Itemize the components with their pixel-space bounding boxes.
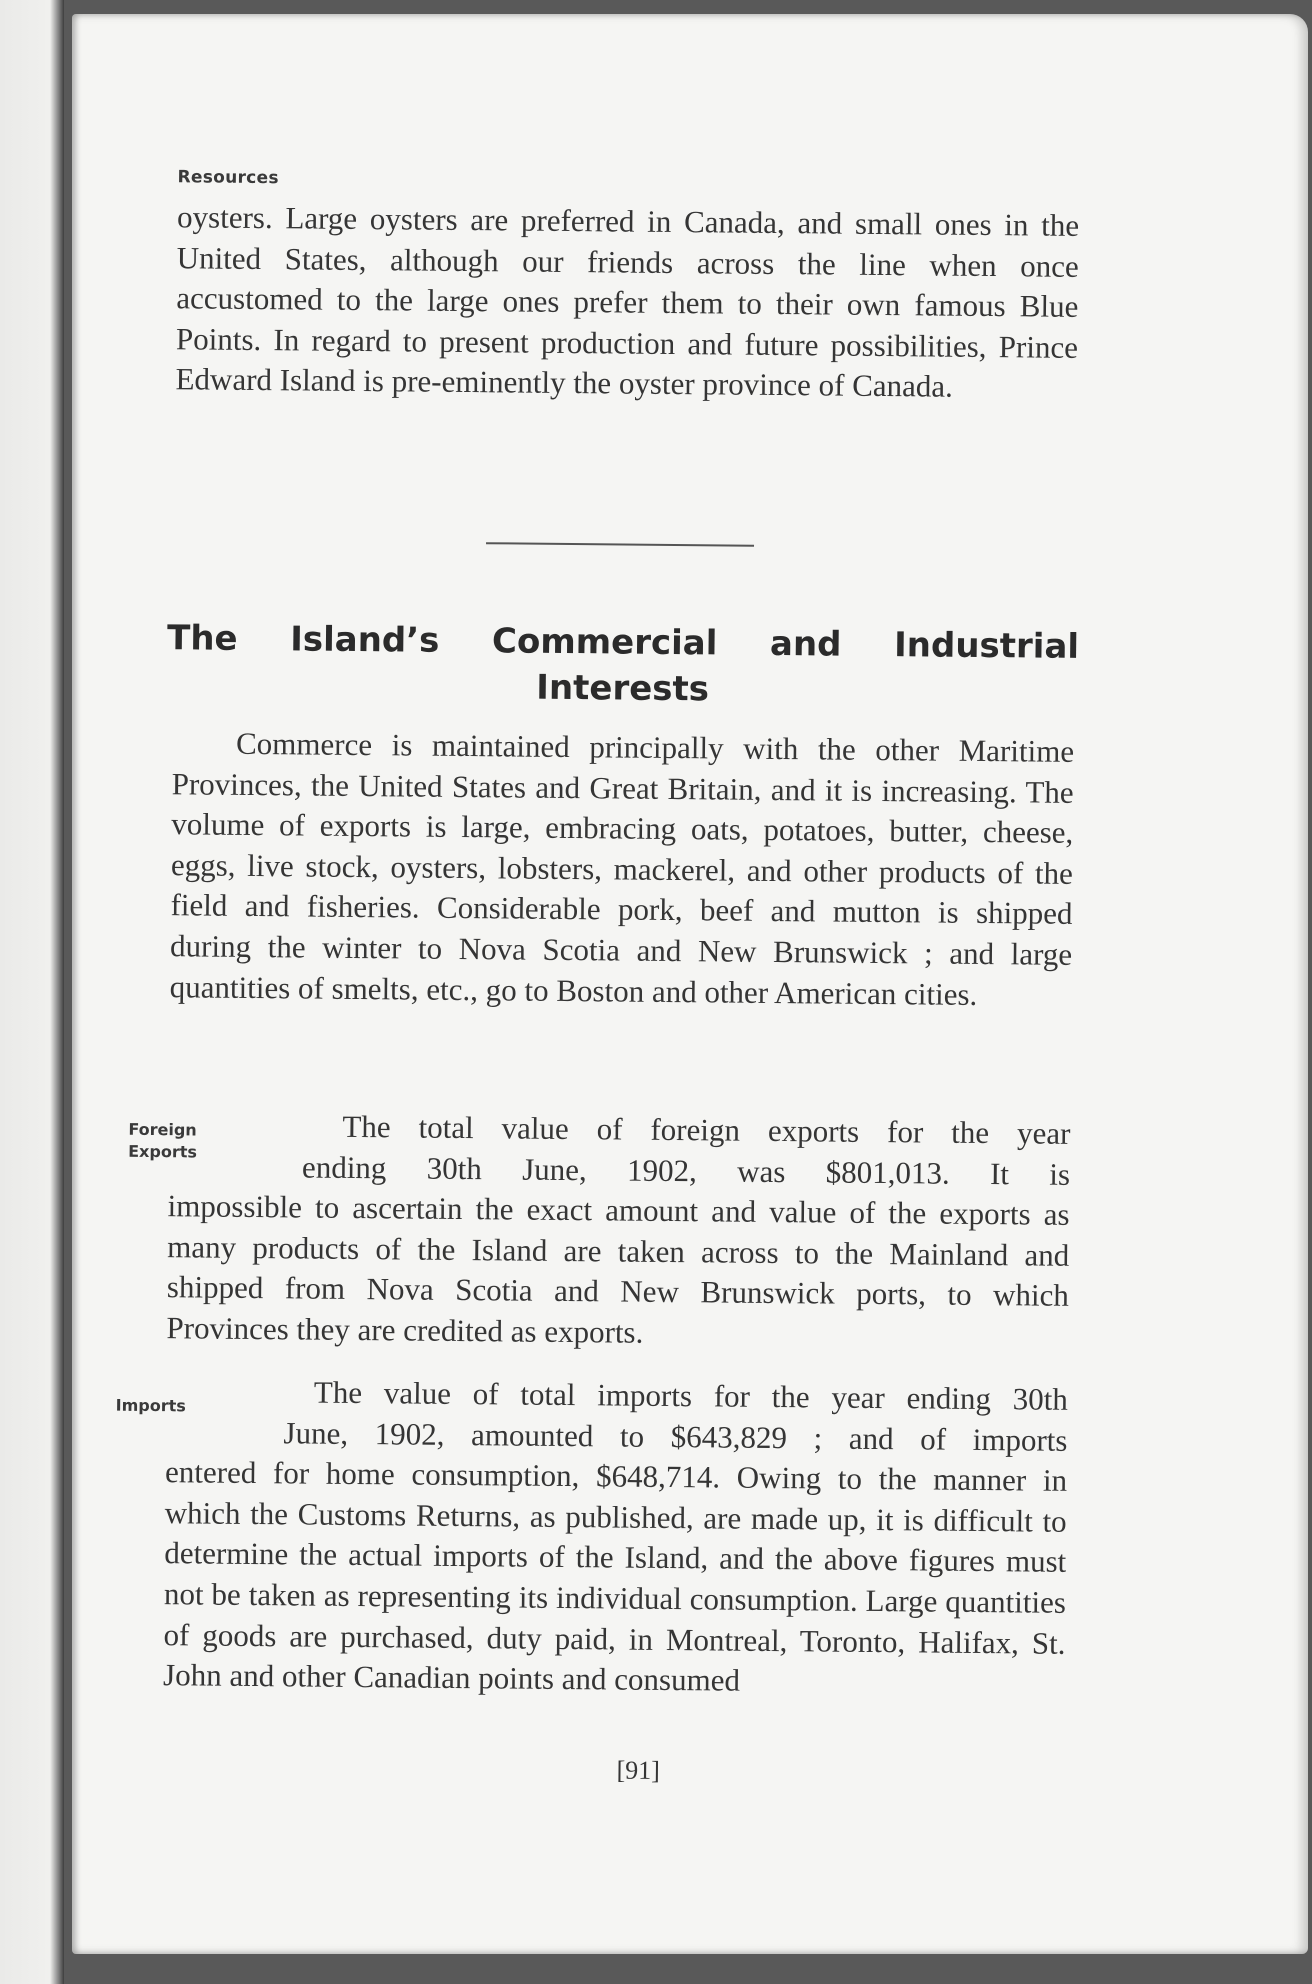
foreign-exports-line-2: ending 30th June, 1902, was $801,013. It is <box>301 1149 1071 1192</box>
commerce-paragraph: Commerce is maintained principally with the other Maritime Provinces, the United States and Great Britain, and it is increasing. The volume of exports is large, embracing oats, potatoes, butter, cheese, eggs, live stock, oysters, lobsters, mackerel, and other products of the field and fisheries. Considerable pork, beef and mutton is shipped during the winter to Nova Scotia and New Brunswick ; and large quantities of smelts, etc., go to Boston and other American cities. <box>169 725 1075 1012</box>
heading-word: and <box>769 623 842 665</box>
imports-rest: entered for home consumption, $648,714. Owing to the manner in which the Customs Returns, as published, are made up, it is difficult to determine the actual imports of the Island, and the above figures must not be taken as representing its individual consumption. Large quantities of goods are purchased, duty paid, in Montreal, Toronto, Halifax, St. John and other Canadian points and consumed <box>162 1454 1068 1698</box>
foreign-exports-line-1: The total value of foreign exports for the year <box>342 1108 1071 1151</box>
running-head: Resources <box>177 167 279 189</box>
heading-word: Commercial <box>491 621 718 664</box>
section-heading <box>166 615 1079 716</box>
sidenote-line: Exports <box>128 1141 198 1162</box>
sidenote-imports: Imports <box>115 1395 186 1416</box>
section-heading-line-2: Interests <box>536 667 710 710</box>
book-page <box>72 14 1308 1954</box>
page-content <box>63 8 1312 1960</box>
imports-paragraph <box>163 1371 1068 1704</box>
imports-line-1: The value of total imports for the year ending 30th <box>313 1374 1069 1417</box>
heading-word: The <box>166 618 238 659</box>
heading-word: Island’s <box>290 619 440 661</box>
heading-word: Industrial <box>893 625 1080 667</box>
facing-page-edge <box>0 0 64 1984</box>
sidenote-line: Foreign <box>128 1119 197 1140</box>
foreign-exports-paragraph <box>166 1105 1070 1357</box>
page-number: [91] <box>616 1755 661 1785</box>
continuation-paragraph: oysters. Large oysters are preferred in Canada, and small ones in the United States, although our friends across the line when once accustomed to the large ones prefer them to their own famous Blue Points. In regard to present production and future possibilities, Prince Edward Island is pre-eminently the oyster province of Canada. <box>175 199 1080 405</box>
imports-line-2: June, 1902, amounted to $643,829 ; and of imports <box>283 1414 1068 1458</box>
foreign-exports-rest: impossible to ascertain the exact amount and value of the exports as many products of the Island are taken across to the Mainland and shipped from Nova Scotia and New Brunswick ports, to which Provinces they are credited as exports. <box>166 1188 1070 1350</box>
section-heading-line-1 <box>167 615 1079 670</box>
section-divider <box>486 542 754 547</box>
